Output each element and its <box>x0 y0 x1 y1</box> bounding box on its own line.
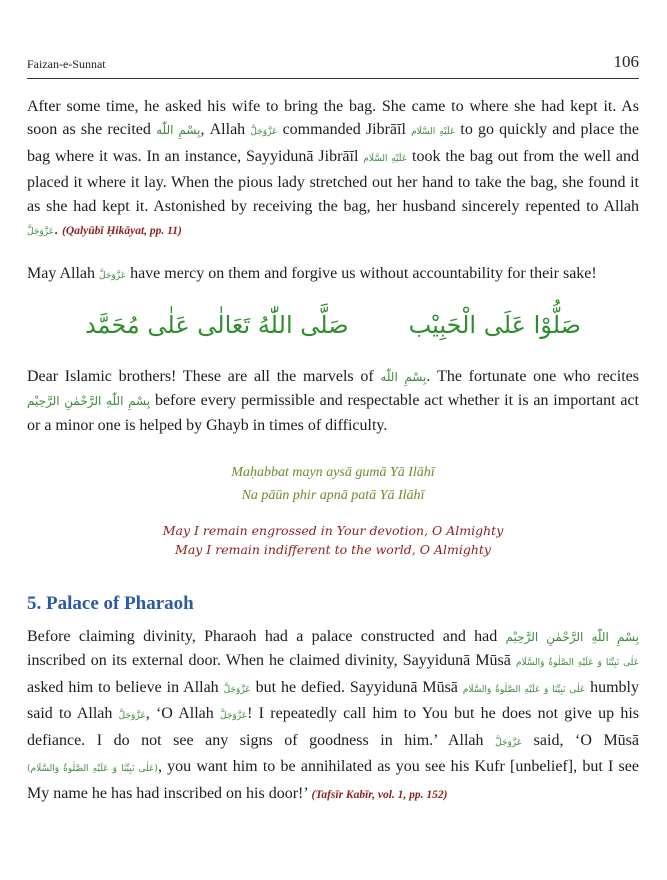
arabic-bismillah-short: بِسْمِ اللّٰه <box>380 369 427 384</box>
durood-right: صَلُّوْا عَلَى الْحَبِيْب <box>408 310 582 339</box>
text-run: took the bag out from the well and placed it where it lay. When the pious lady stretched out her hand to take the bag, she found it as she had kept it. Astonished by receiving the bag, her husband sincerely repented to Allah <box>27 147 639 215</box>
text-run: ! I repeatedly call him to You but he does not give up his defiance. I do not see any signs of goodness in him.’ Allah <box>27 705 640 749</box>
arabic-azzawajal: عَزَّوَجَلَّ <box>495 737 523 748</box>
arabic-ala-nabiyyina-paren: (عَلٰى نَبِيِّنَا وَ عَلَيْهِ الصَّلٰوةُ وَالسَّلَام) <box>27 764 158 775</box>
poem-line: Maḥabbat mayn aysā gumā Yā Ilāhī <box>231 465 435 481</box>
text-run: commanded Jibrāīl <box>277 121 412 139</box>
running-header <box>27 52 639 79</box>
citation: (Qalyūbī Ḥikāyat, pp. 11) <box>62 225 182 238</box>
text-run: have mercy on them and forgive us without accountability for their sake! <box>126 265 597 283</box>
text-run: humbly said to Allah <box>27 678 639 723</box>
text-run: asked him to believe in Allah <box>27 678 224 696</box>
section-heading: 5. Palace of Pharaoh <box>27 593 194 615</box>
arabic-alayhis-salam: عَلَيْهِ السَّلَام <box>411 127 456 138</box>
page-number: 106 <box>613 52 639 71</box>
arabic-bismillah-short: بِسْمِ اللّٰه <box>156 123 201 138</box>
arabic-azzawajal: عَزَّوَجَلَّ <box>27 227 55 238</box>
paragraph-dua <box>27 262 639 288</box>
poem-block <box>27 461 639 559</box>
text-run: inscribed on its external door. When he claimed divinity, Sayyidunā Mūsā <box>27 652 516 670</box>
text-run: but he defied. Sayyidunā Mūsā <box>250 678 463 696</box>
text-run: . The fortunate one who recites <box>426 367 639 385</box>
text-run: , Allah <box>200 121 251 139</box>
arabic-azzawajal: عَزَّوَجَلَّ <box>220 711 248 722</box>
arabic-bismillah-full: بِسْمِ اللّٰهِ الرَّحْمٰنِ الرَّحِيْم <box>505 630 640 645</box>
paragraph-pharaoh <box>27 625 639 807</box>
poem-line: Na pāūn phir apnā patā Yā Ilāhī <box>241 488 425 504</box>
text-run: . <box>54 221 63 239</box>
arabic-azzawajal: عَزَّوَجَلَّ <box>250 127 278 138</box>
text-run: May Allah <box>27 265 99 283</box>
arabic-alayhis-salam: عَلَيْهِ السَّلَام <box>363 153 408 164</box>
text-run: After some time, he asked his wife to bring the bag. She came to where she had kept it. As soon as she recited <box>27 98 639 139</box>
arabic-azzawajal: عَزَّوَجَلَّ <box>99 271 127 282</box>
arabic-bismillah-full: بِسْمِ اللّٰهِ الرَّحْمٰنِ الرَّحِيْم <box>27 394 151 409</box>
paragraph-marvels <box>27 365 639 437</box>
text-run: to go quickly and place the bag where it was. In an instance, Sayyidunā Jibrāīl <box>27 121 640 165</box>
citation: (Tafsīr Kabīr, vol. 1, pp. 152) <box>311 788 448 801</box>
text-run: before every permissible and respectable act whether it is an important act or a minor one is helped by Ghayb in times of difficulty. <box>27 392 639 434</box>
arabic-azzawajal: عَزَّوَجَلَّ <box>223 684 251 695</box>
poem-translation-line: May I remain engrossed in Your devotion, O Almighty <box>162 523 504 539</box>
durood-left: صَلَّى اللّٰهُ تَعَالٰى عَلٰى مُحَمَّد <box>84 310 349 339</box>
text-run: Before claiming divinity, Pharaoh had a palace constructed and had <box>27 628 506 646</box>
arabic-azzawajal: عَزَّوَجَلَّ <box>118 711 146 722</box>
arabic-ala-nabiyyina: عَلٰى نَبِيِّنَا وَ عَلَيْهِ الصَّلٰوةُ وَالسَّلَام <box>462 684 586 695</box>
text-run: , you want him to be annihilated as you see his Kufr [unbelief], but I see My name he has had inscribed on his door!’ <box>27 758 639 802</box>
paragraph-bag-story <box>27 95 639 244</box>
poem-translation-line: May I remain indifferent to the world, O Almighty <box>175 542 491 558</box>
page-body <box>27 95 639 807</box>
arabic-ala-nabiyyina: عَلٰى نَبِيِّنَا وَ عَلَيْهِ الصَّلٰوةُ وَالسَّلَام <box>515 658 639 669</box>
text-run: , ‘O Allah <box>145 705 221 723</box>
text-run: said, ‘O Mūsā <box>522 731 639 749</box>
book-title: Faizan-e-Sunnat <box>27 57 106 71</box>
text-run: Dear Islamic brothers! These are all the marvels of <box>27 367 381 385</box>
durood-calligraphy <box>27 311 639 339</box>
